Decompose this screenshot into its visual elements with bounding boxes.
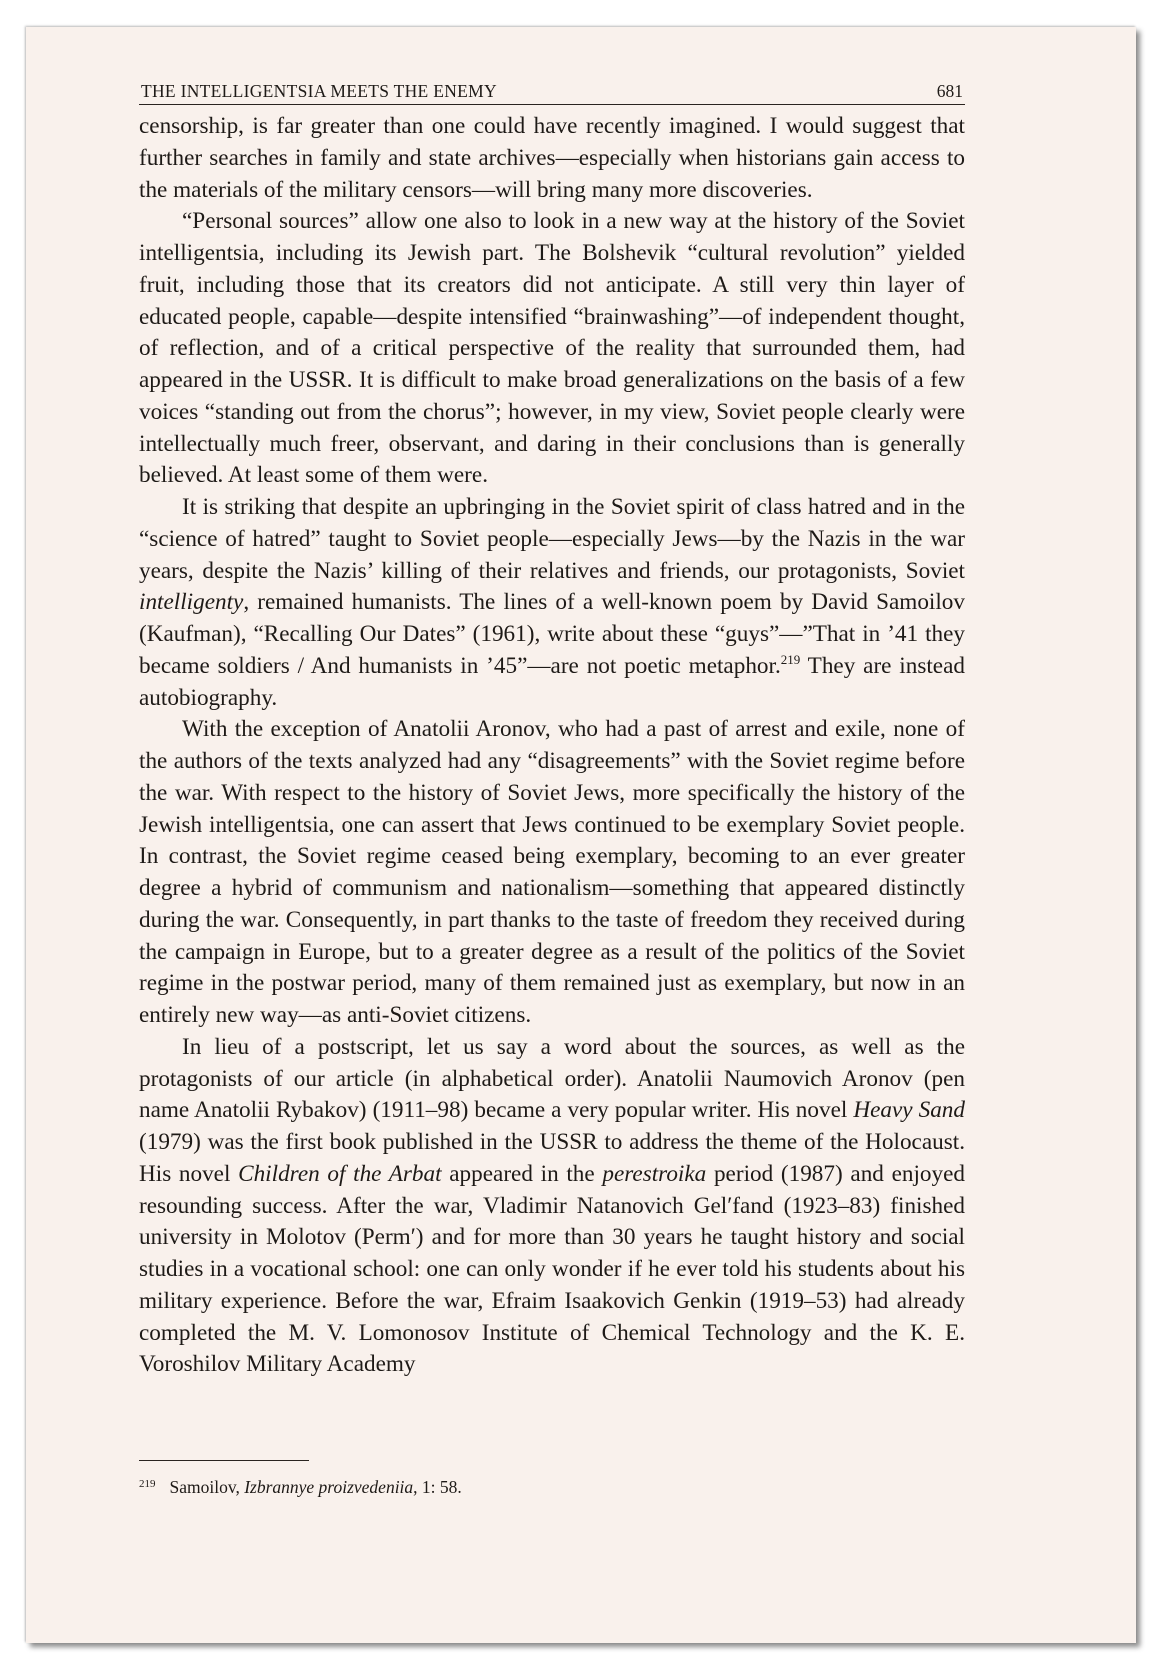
paragraph-2-text: “Personal sources” allow one also to look in a new way at the history of the Soviet intelligentsia, including its Jewish part. The Bolshevik “cultural revolution” yielded fruit, including those that its creators did not anticipate. A still very thin layer of educated people, capable—despite intensified “brainwashing”—of independent thought, of reflection, and of a critical perspective of the reality that surrounded them, had appeared in the USSR. It is difficult to make broad generalizations on the basis of a few voices “standing out from the chorus”; however, in my view, Soviet people clearly were intellectually much freer, observant, and daring in their conclusions than is generally believed. At least some of them were. [139, 208, 965, 489]
footnote-number: 219 [139, 1478, 156, 1490]
paragraph-3-text-b: , remained humanists. The lines of a well-known poem by David Samoilov (Kaufman), “Recalling Our Dates” (1961), write about these “guys”—”That in ’41 they became soldiers / And humanists in ’45”—are not poetic metaphor. [139, 589, 965, 679]
paragraph-5-italic-heavy-sand: Heavy Sand [853, 1097, 965, 1124]
paragraph-4-text: With the exception of Anatolii Aronov, who had a past of arrest and exile, none of the authors of the texts analyzed had any “disagreements” with the Soviet regime before the war. With respect to the history of Soviet Jews, more specifically the history of the Jewish intelligentsia, one can assert that Jews continued to be exemplary Soviet people. In contrast, the Soviet regime ceased being exemplary, becoming to an ever greater degree a hybrid of communism and nationalism—something that appeared distinctly during the war. Consequently, in part thanks to the taste of freedom they received during the campaign in Europe, but to a greater degree as a result of the politics of the Soviet regime in the postwar period, many of them remained just as exemplary, but now in an entirely new way—as anti-Soviet citizens. [139, 716, 965, 1028]
footnote-author: Samoilov, [169, 1477, 245, 1497]
footnote-location: , 1: 58. [413, 1477, 462, 1497]
paragraph-1 [139, 111, 965, 206]
body-text [139, 111, 965, 1381]
paragraph-3 [139, 492, 965, 714]
paragraph-5-text-d: period (1987) and enjoyed resounding success. After the war, Vladimir Natanovich Gel′fand (1923–83) finished university in Molotov (Perm′) and for more than 30 years he taught history and social studies in a vocational school: one can only wonder if he ever told his students about his military experience. Before the war, Efraim Isaakovich Genkin (1919–53) had already completed the M. V. Lomonosov Institute of Chemical Technology and the K. E. Voroshilov Military Academy [139, 1160, 965, 1378]
paragraph-3-text-a: It is striking that despite an upbringing in the Soviet spirit of class hatred and in the “science of hatred” taught to Soviet people—especially Jews—by the Nazis in the war years, despite the Nazis’ killing of their relatives and friends, our protagonists, Soviet [139, 494, 965, 584]
paragraph-5-text-c: appeared in the [441, 1160, 603, 1187]
footnote [139, 1477, 965, 1498]
paragraph-1-text: censorship, is far greater than one could have recently imagined. I would suggest that further searches in family and state archives—especially when historians gain access to the materials of the military censors—will bring many more discoveries. [139, 113, 965, 203]
paragraph-3-text-c: They are instead autobiography. [139, 652, 965, 711]
running-head: THE INTELLIGENTSIA MEETS THE ENEMY [141, 81, 497, 101]
page-number: 681 [936, 81, 963, 101]
paragraph-3-italic: intelligenty [139, 589, 244, 616]
paragraph-5 [139, 1032, 965, 1381]
paragraph-5-italic-children-of-the-arbat: Children of the Arbat [238, 1160, 442, 1187]
paragraph-5-text-b: (1979) was the first book published in the USSR to address the theme of the Holocaust. His novel [139, 1129, 965, 1187]
footnote-title: Izbrannye proizvedeniia [244, 1477, 414, 1497]
paragraph-2 [139, 206, 965, 492]
footnote-rule [139, 1460, 309, 1461]
paragraph-4 [139, 714, 965, 1032]
paragraph-5-italic-perestroika: perestroika [602, 1160, 707, 1187]
page-header [139, 78, 965, 105]
paragraph-5-text-a: In lieu of a postscript, let us say a word about the sources, as well as the protagonists of our article (in alphabetical order). Anatolii Naumovich Aronov (pen name Anatolii Rybakov) (1911–98) became a very popular writer. His novel [139, 1033, 965, 1124]
footnote-reference: 219 [780, 651, 801, 667]
